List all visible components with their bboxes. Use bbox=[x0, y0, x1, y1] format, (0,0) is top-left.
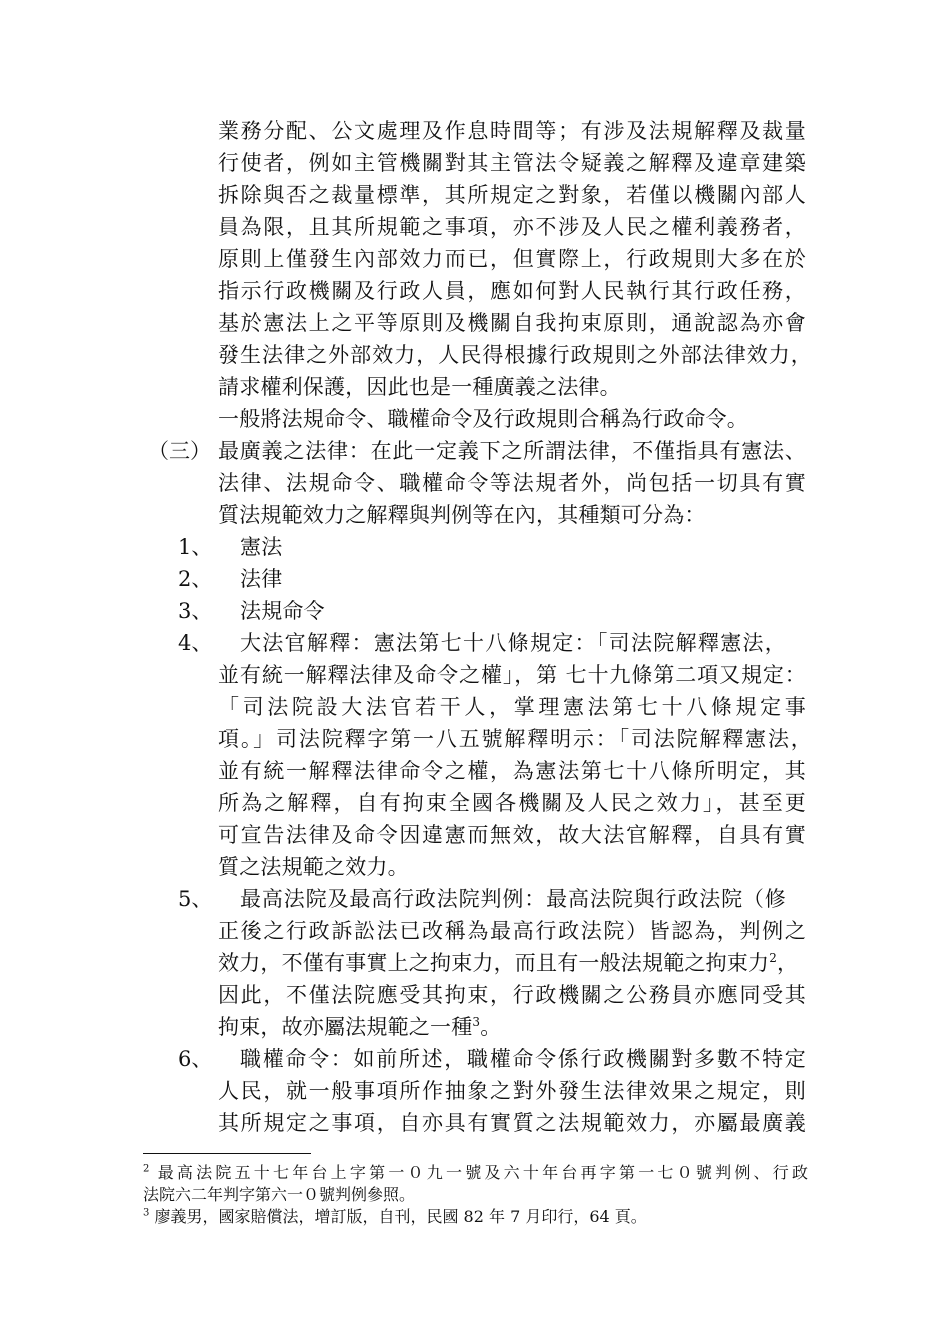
footnote-2 bbox=[143, 1162, 808, 1184]
list-item-line: 並有統一解釋法律及命令之權」，第 七十九條第二項又規定： bbox=[218, 663, 806, 687]
list-item-line: 「司法院設大法官若干人，掌理憲法第七十八條規定事 bbox=[218, 695, 806, 719]
body-line: 員為限，且其所規範之事項，亦不涉及人民之權利義務者， bbox=[218, 215, 806, 239]
list-item: 法規命令 bbox=[240, 599, 325, 623]
list-item-line: 可宣告法律及命令因違憲而無效，故大法官解釋，自具有實 bbox=[218, 823, 806, 847]
footnote-text: 廖義男，國家賠償法，增訂版，自刊，民國 82 年 7 月印行，64 頁。 bbox=[154, 1207, 647, 1226]
list-item-line: 職權命令：如前所述，職權命令係行政機關對多數不特定 bbox=[240, 1047, 806, 1071]
body-line: 發生法律之外部效力，人民得根據行政規則之外部法律效力， bbox=[218, 343, 812, 367]
list-item: 憲法 bbox=[240, 535, 283, 559]
list-item-text: 拘束，故亦屬法規範之一種 bbox=[218, 1015, 473, 1039]
list-item-line bbox=[218, 1011, 501, 1043]
list-item-line: 大法官解釋：憲法第七十八條規定：「司法院解釋憲法， bbox=[240, 631, 786, 655]
body-line: 拆除與否之裁量標準，其所規定之對象，若僅以機關內部人 bbox=[218, 183, 806, 207]
footnote-text: 最高法院五十七年台上字第一０九一號及六十年台再字第一七０號判例、行政 bbox=[157, 1163, 808, 1182]
footnote-2-cont: 法院六二年判字第六一０號判例參照。 bbox=[143, 1185, 416, 1204]
footnote-ref: 3 bbox=[472, 1015, 481, 1029]
list-item-line: 所為之解釋，自有拘束全國各機關及人民之效力」，甚至更 bbox=[218, 791, 806, 815]
list-item-line: 因此，不僅法院應受其拘束，行政機關之公務員亦應同受其 bbox=[218, 983, 806, 1007]
list-marker: 6、 bbox=[178, 1047, 213, 1071]
body-line: 基於憲法上之平等原則及機關自我拘束原則，通說認為亦會 bbox=[218, 311, 806, 335]
list-marker: 5、 bbox=[178, 887, 213, 911]
list-marker: 3、 bbox=[178, 599, 213, 623]
footnote-separator bbox=[143, 1153, 311, 1154]
footnote-mark: 3 bbox=[143, 1207, 150, 1219]
body-line: 業務分配、公文處理及作息時間等；有涉及法規解釋及裁量 bbox=[218, 119, 806, 143]
list-item-line: 質之法規範之效力。 bbox=[218, 855, 409, 879]
list-item-line: 人民，就一般事項所作抽象之對外發生法律效果之規定，則 bbox=[218, 1079, 806, 1103]
punctuation: 。 bbox=[480, 1015, 502, 1039]
footnote-mark: 2 bbox=[143, 1163, 150, 1175]
punctuation: ， bbox=[777, 951, 799, 975]
body-line: 行使者，例如主管機關對其主管法令疑義之解釋及違章建築 bbox=[218, 151, 806, 175]
list-item-line: 並有統一解釋法律命令之權，為憲法第七十八條所明定，其 bbox=[218, 759, 806, 783]
list-item-line: 正後之行政訴訟法已改稱為最高行政法院）皆認為，判例之 bbox=[218, 919, 806, 943]
footnote-3 bbox=[143, 1206, 647, 1228]
body-line: 請求權利保護，因此也是一種廣義之法律。 bbox=[218, 375, 621, 399]
list-marker: 4、 bbox=[178, 631, 213, 655]
list-item-line: 項。」司法院釋字第一八五號解釋明示：「司法院解釋憲法， bbox=[218, 727, 812, 751]
section-line: 法律、法規命令、職權命令等法規者外，尚包括一切具有實 bbox=[218, 471, 806, 495]
list-item: 法律 bbox=[240, 567, 283, 591]
footnote-ref: 2 bbox=[769, 951, 778, 965]
section-line: 質法規範效力之解釋與判例等在內，其種類可分為： bbox=[218, 503, 706, 527]
summary-line: 一般將法規命令、職權命令及行政規則合稱為行政命令。 bbox=[218, 407, 748, 431]
list-item-line: 其所規定之事項，自亦具有實質之法規範效力，亦屬最廣義 bbox=[218, 1111, 806, 1135]
list-marker: 1、 bbox=[178, 535, 213, 559]
body-line: 原則上僅發生內部效力而已，但實際上，行政規則大多在於 bbox=[218, 247, 806, 271]
section-marker: （三） bbox=[148, 439, 211, 463]
list-marker: 2、 bbox=[178, 567, 213, 591]
list-item-line: 最高法院及最高行政法院判例：最高法院與行政法院（修 bbox=[240, 887, 786, 911]
body-line: 指示行政機關及行政人員，應如何對人民執行其行政任務， bbox=[218, 279, 806, 303]
list-item-line bbox=[218, 947, 798, 979]
list-item-text: 效力，不僅有事實上之拘束力，而且有一般法規範之拘束力 bbox=[218, 951, 770, 975]
section-line: 最廣義之法律：在此一定義下之所謂法律，不僅指具有憲法、 bbox=[218, 439, 806, 463]
